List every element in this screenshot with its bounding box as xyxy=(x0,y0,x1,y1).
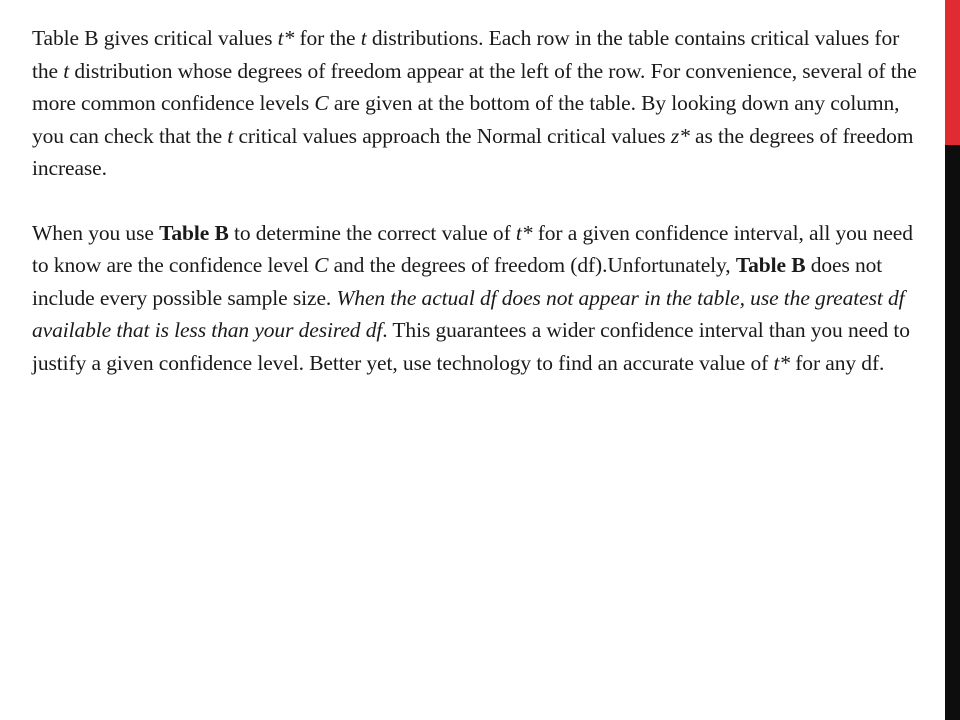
text-run-normal: for the xyxy=(294,26,361,50)
paragraph-table-b-description xyxy=(32,22,922,185)
text-run-italic: t xyxy=(63,58,70,83)
text-run-normal: and the degrees of freedom (df).Unfortunately, xyxy=(328,253,736,277)
text-run-normal: critical values approach the Normal critical values xyxy=(233,123,671,148)
text-run-italic: t xyxy=(360,26,367,50)
text-run-italic: t xyxy=(227,123,234,148)
text-run-italic: t* xyxy=(515,220,533,245)
paragraph-using-table-b xyxy=(32,217,922,380)
text-run-normal: When you use xyxy=(32,220,160,245)
text-run-normal: as the degrees of freedom increase. xyxy=(32,123,914,180)
text-run-normal: Table B gives critical values xyxy=(32,26,278,50)
paragraph-spacer xyxy=(32,185,922,217)
text-run-normal: are given at the bottom of the table. By looking down any column, you can check that the xyxy=(32,91,900,148)
right-edge-red-accent-bar xyxy=(945,0,960,145)
text-run-normal: distributions. Each row in the table contains critical values for the xyxy=(32,26,900,83)
text-run-normal: does not include every possible sample size. xyxy=(32,253,883,310)
text-run-italic: C xyxy=(314,91,329,115)
text-run-italic: t* xyxy=(773,350,790,375)
text-run-bold: Table B xyxy=(735,253,806,277)
text-run-italic: C xyxy=(314,253,329,277)
slide-body xyxy=(32,22,922,379)
right-edge-black-accent-bar xyxy=(945,145,960,720)
text-run-italic: When the actual df does not appear in the table, use the greatest df available that is less than your desired df xyxy=(32,285,905,342)
text-run-normal: for a given confidence interval, all you need to know are the confidence level xyxy=(32,220,913,277)
text-run-italic: t* xyxy=(277,26,295,50)
text-run-italic: z* xyxy=(670,123,690,148)
text-run-normal: to determine the correct value of xyxy=(228,220,516,245)
text-run-bold: Table B xyxy=(159,220,229,245)
text-run-normal: distribution whose degrees of freedom appear at the left of the row. For convenience, several of the more common confidence levels xyxy=(32,58,917,115)
text-run-normal: . This guarantees a wider confidence interval than you need to justify a given confidence level. Better yet, use technology to find an accurate value of xyxy=(32,318,910,375)
text-run-normal: for any df. xyxy=(789,350,885,375)
